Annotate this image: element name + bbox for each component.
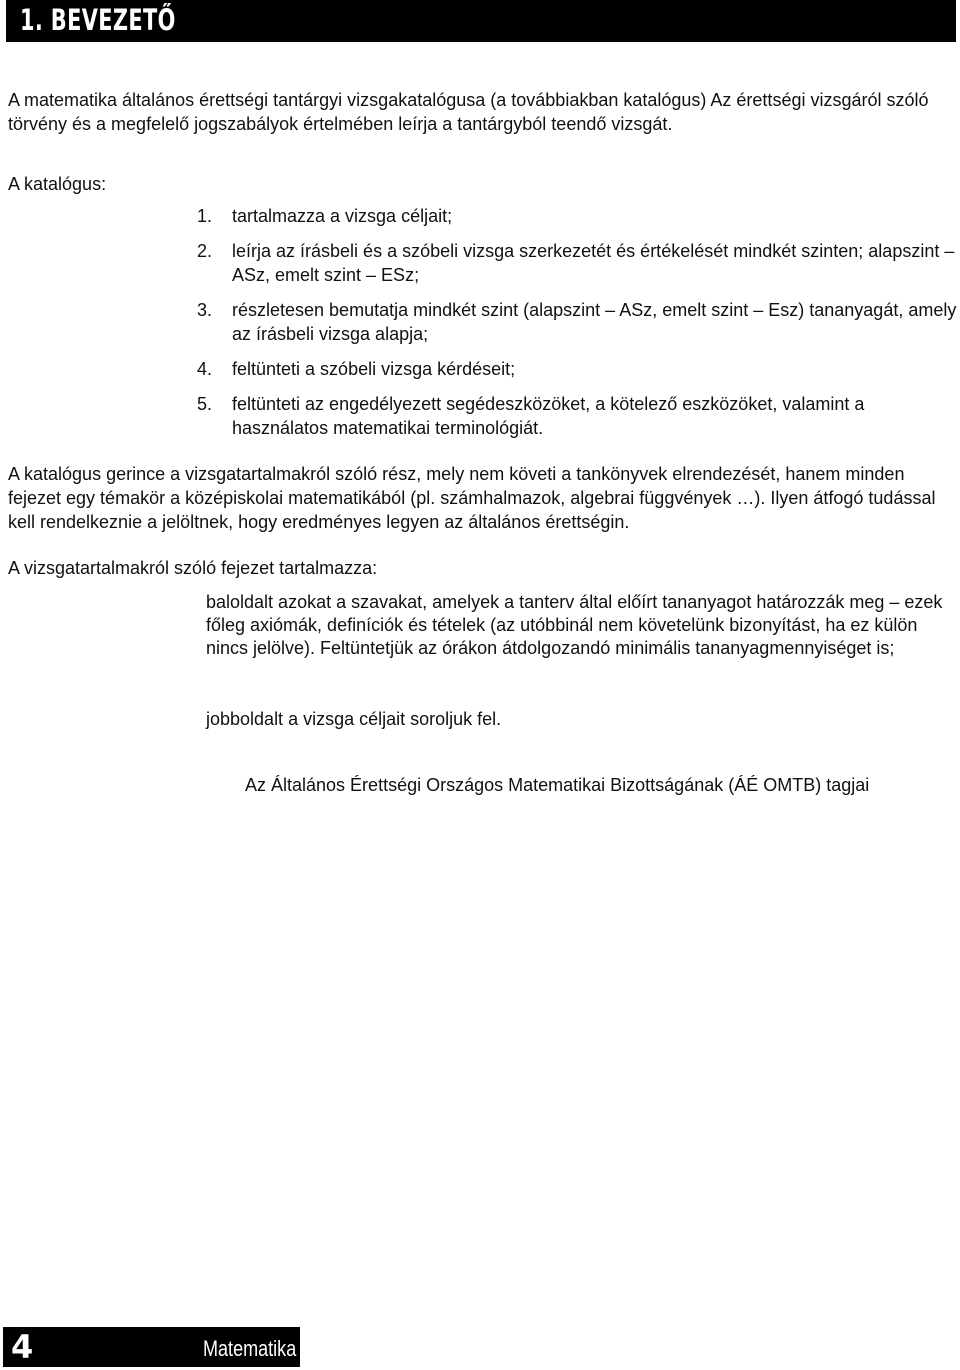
list-item [197,204,957,228]
list-item [197,392,957,440]
chapter-label: A vizsgatartalmakról szóló fejezet tartalmazza: [8,558,378,578]
footer-subject-label: Matematika [203,1336,297,1361]
list-number: 3. [197,300,213,320]
list-text: feltünteti a szóbeli vizsga kérdéseit; [232,359,516,379]
list-number: 1. [197,206,213,226]
catalog-label: A katalógus: [8,174,107,194]
list-number: 4. [197,359,213,379]
chapter-title-bar [6,0,956,42]
chapter-title: 1. BEVEZETŐ [20,3,176,37]
signature-line: Az Általános Érettségi Országos Matematikai Bizottságának (ÁÉ OMTB) tagjai [245,775,870,795]
list-number: 5. [197,394,213,414]
list-item [197,239,957,287]
list-number: 2. [197,241,213,261]
intro-paragraph: A matematika általános érettségi tantárgyi vizsgakatalógusa (a továbbiakban katalógus) Az érettségi vizsgáról szóló törvény és a megfelelő jogszabályok értelmében leírja a tantárgyból teendő vizsgát. [8,90,929,134]
list-text: tartalmazza a vizsga céljait; [232,206,453,226]
list-item [197,298,957,346]
page-footer [3,1327,300,1367]
left-column-description: baloldalt azokat a szavakat, amelyek a tanterv által előírt tananyagot határozzák meg – ezek főleg axiómák, definíciók és tételek (az utóbbinál nem követelünk bizonyítást, ha ez külön nincs jelölve). Feltüntetjük az órákon átdolgozandó minimális tananyagmennyiséget is; [206,592,943,658]
list-text: leírja az írásbeli és a szóbeli vizsga szerkezetét és értékelését mindkét szinten; alapszint – ASz, emelt szint – ESz; [232,241,955,285]
catalog-list [197,204,957,451]
backbone-paragraph: A katalógus gerince a vizsgatartalmakról szóló rész, mely nem követi a tankönyvek elrendezését, hanem minden fejezet egy témakör a középiskolai matematikából (pl. számhalmazok, algebrai függvények …). Ilyen átfogó tudással kell rendelkeznie a jelöltnek, hogy eredményes legyen az általános érettségin. [8,464,936,532]
list-text: részletesen bemutatja mindkét szint (alapszint – ASz, emelt szint – Esz) tananyagát, amely az írásbeli vizsga alapja; [232,300,957,344]
list-item [197,357,957,381]
list-text: feltünteti az engedélyezett segédeszközöket, a kötelező eszközöket, valamint a használatos matematikai terminológiát. [232,394,865,438]
right-column-description: jobboldalt a vizsga céljait soroljuk fel. [206,709,502,729]
page-number: 4 [11,1328,34,1366]
